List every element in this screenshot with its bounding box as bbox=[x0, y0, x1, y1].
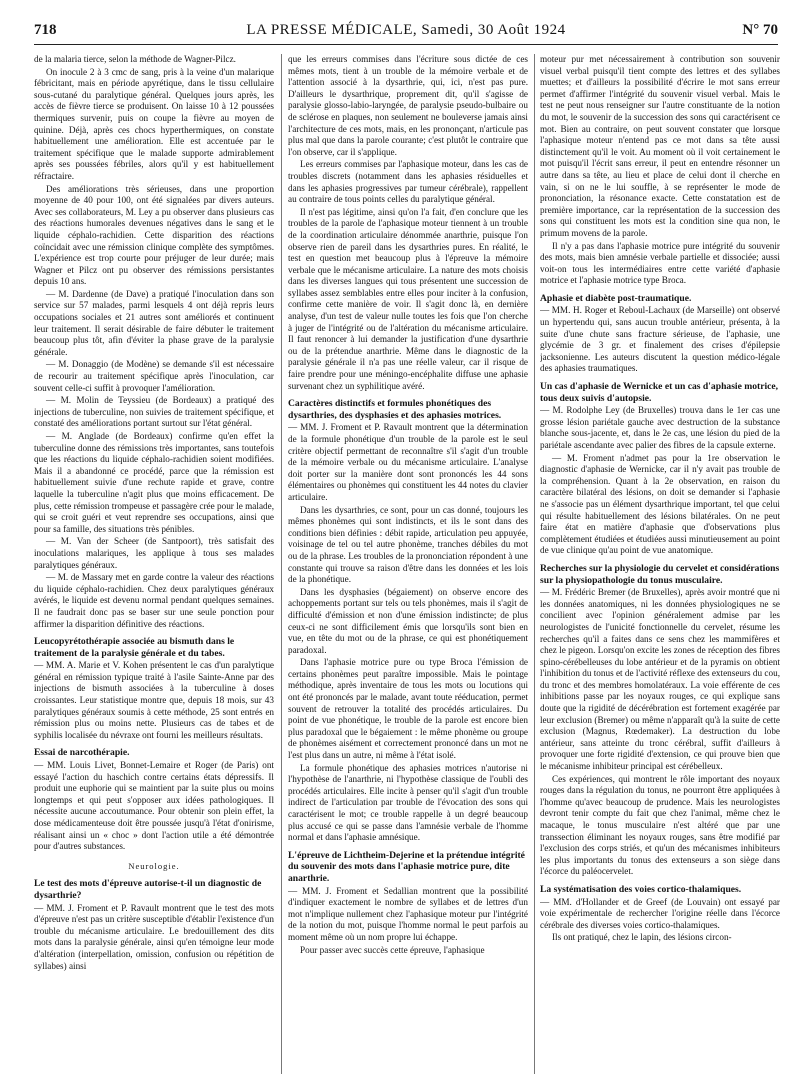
column-divider bbox=[281, 54, 282, 1074]
column-1 bbox=[34, 54, 274, 1074]
paragraph: Il n'y a pas dans l'aphasie motrice pure intégrité du souvenir des mots, mais bien amnésie verbale partielle et dissociée; aussi voit-on tous les intermédiaires entre cette variété d'aphasie motrice et l'aphasie motrice type Broca. bbox=[540, 240, 780, 286]
paragraph: — MM. J. Froment et P. Ravault montrent que le test des mots d'épreuve n'est pas un critère susceptible d'établir l'existence d'un trouble du mécanisme articulaire. Le bredouillement des dits mots dans la paralysie générale, ainsi qu'en témoigne leur mode d'altération (interpellation, omission, confusion ou répétition de syllabes) ainsi bbox=[34, 902, 274, 971]
page-number: 718 bbox=[34, 22, 57, 38]
page-header bbox=[34, 20, 778, 45]
column-3 bbox=[540, 54, 780, 1074]
section-heading: L'épreuve de Lichtheim-Dejerine et la prétendue intégrité du souvenir des mots dans l'aphasie motrice pure, dite anarthrie. bbox=[288, 849, 525, 884]
paragraph: — MM. d'Hollander et de Greef (de Louvain) ont essayé par voie expérimentale de rechercher l'origine réelle dans l'écorce cérébrale des diverses voies cortico-thalamiques. bbox=[540, 896, 780, 930]
paragraph: Ils ont pratiqué, chez le lapin, des lésions circon- bbox=[552, 932, 732, 943]
paragraph: de la malaria tierce, selon la méthode de Wagner-Pilcz. bbox=[34, 54, 236, 64]
paragraph: Les erreurs commises par l'aphasique moteur, dans les cas de troubles discrets (notamment dans les aphasies résiduelles et dans les aphasies progressives par tumeur cérébrale), rappellent au contraire de tous points celles du paralytique général. bbox=[288, 159, 528, 205]
paragraph: — M. Van der Scheer (de Santpoort), très satisfait des inoculations malariques, les applique à tous ses malades paralytiques généraux. bbox=[34, 536, 274, 570]
paragraph: — MM. Louis Livet, Bonnet-Lemaire et Roger (de Paris) ont essayé l'action du haschich contre certains états dépressifs. Il produit une euphorie qui se maintient par la suite plus ou moins longtemps et qui peut s'opposer aux idées pathologiques. Il nécessite aucune accoutumance. Pour obtenir son plein effet, la dose médicamenteuse doit être poussée jusqu'à l'état d'onirisme, réalisant ainsi un « choc » dont l'action utile a été démontrée pour d'autres substances. bbox=[34, 760, 274, 852]
journal-title: LA PRESSE MÉDICALE, Samedi, 30 Août 1924 bbox=[246, 22, 566, 38]
paragraph: — M. Anglade (de Bordeaux) confirme qu'en effet la tuberculine donne des rémissions très importantes, sans toutefois que les réactions du liquide céphalo-rachidien soient modifiées. Mais il a abandonné ce procédé, parce que la rémission est habituellement suivie d'une rechute rapide et grave, contre laquelle la tuberculine n'agit plus que moins efficacement. De plus, cette rémission trompeuse et passagère crée pour le malade, qui se croit guéri et veut reprendre ses occupations, ainsi que pour sa famille, des situations très pénibles. bbox=[34, 431, 274, 534]
paragraph: — M. Frédéric Bremer (de Bruxelles), après avoir montré que ni les données anatomiques, ni les données physiologiques ne se concilient avec l'opinion généralement admise par les neurologistes de l'unicité fonctionnelle du cervelet, résume les recherches qu'il a faites dans ce sens chez les mammifères et chez le pigeon. Lorsqu'on excite les zones de réception des fibres spino-cérébelleuses du lobe antérieur et de la pyramis on obtient l'inhibition du tonus et de l'activité réflexe des extenseurs du cou, du tronc et des membres homolatéraux. La voie efférente de ces inhibitions passe par les noyaux rouges, ce qui explique sans doute que la rigidité de décérébration est fortement exagérée par leur exclusion (Bremer) ou même n'apparaît qu'à la suite de cette exclusion (Magnus, Rœdemaker). La destruction du lobe antérieur, sans atteinte du tronc cérébral, suffit d'ailleurs à provoquer une forte rigidité d'extension, ce qui prouve bien que le mécanisme inhibiteur principal est cérébelleux. bbox=[540, 587, 780, 772]
rubric-title: Neurologie. bbox=[128, 860, 180, 871]
column-2 bbox=[288, 54, 528, 1074]
section-heading: Recherches sur la physiologie du cervelet et considérations sur la physiopathologie du tonus musculaire. bbox=[540, 562, 780, 586]
section-heading: Un cas d'aphasie de Wernicke et un cas d'aphasie motrice, tous deux suivis d'autopsie. bbox=[540, 381, 779, 404]
paragraph: — MM. J. Froment et Sedallian montrent que la possibilité d'indiquer exactement le nombre de syllabes et de lettres d'un mot n'implique nullement chez l'aphasique moteur pur l'intégrité de la notion du mot, puisque l'homme normal le peut parfois au moment même où un nom propre lui échappe. bbox=[288, 885, 528, 942]
section-heading: Le test des mots d'épreuve autorise-t-il un diagnostic de dysarthrie? bbox=[34, 878, 262, 901]
paragraph: Il n'est pas légitime, ainsi qu'on l'a fait, d'en conclure que les troubles de la parole de l'aphasique moteur tiennent à un trouble de la coordination articulaire dénommée anarthrie, puisque l'on observe rien de pareil dans les dysarthries pures. En réalité, le test en question met beaucoup plus à l'épreuve la mémoire verbale que le mécanisme articulaire. La nature des mots choisis dans les diverses langues qui tous présentent une succession de syllabes assez semblables entre elles pour inciter à la confusion, confirme cette manière de voir. Il s'agit donc là, en dernière analyse, d'un test de valeur nulle toutes les fois que l'on cherche à juger de l'intégrité ou de l'altération du mécanisme articulaire. Il faut renoncer à lui demander la justification d'une dysarthrie ou de la prétendue anarthrie. Même dans le diagnostic de la paralysie générale il n'a pas une réelle valeur, car il risque de faire prendre pour une méningo-encéphalite diffuse une aphasie survenant chez un syphilitique avéré. bbox=[288, 206, 528, 391]
section-heading: La systématisation des voies cortico-thalamiques. bbox=[540, 883, 742, 895]
paragraph: — M. Rodolphe Ley (de Bruxelles) trouva dans le 1er cas une grosse lésion pariétale gauche avec destruction de la substance blanche sous-jacente, et, dans le 2e cas, une lésion du pied de la pariétale ascendante avec palier des fibres de la capsule externe. bbox=[540, 405, 780, 450]
paragraph: Dans les dysphasies (bégaiement) on observe encore des achoppements portant sur tels ou tels phonèmes, mais il s'agit de difficulté d'émission et non d'une émission indistincte; de plus ceux-ci ne sont difficilement émis que lorsqu'ils sont bien en vue, en tête du mot ou de la phrase, ce qui est phonétiquement paradoxal. bbox=[288, 586, 528, 655]
section-heading: Leucopyrétothérapie associée au bismuth dans le traitement de la paralysie générale et du tabes. bbox=[34, 636, 235, 659]
section-heading: Essai de narcothérapie. bbox=[34, 747, 130, 759]
paragraph: Dans les dysarthries, ce sont, pour un cas donné, toujours les mêmes phonèmes qui sont indistincts, et ils le sont dans des conditions bien définies : débit rapide, articulation peu appuyée, voisinage de tel ou tel autre phonème, tranches débiles du mot ou de la phrase. Les troubles de la prononciation répondent à une constante qui trouve sa raison d'être dans les données et les lois de la phonétique. bbox=[288, 504, 528, 585]
paragraph: moteur pur met nécessairement à contribution son souvenir visuel verbal puisqu'il tient compte des lettres et des syllabes muettes; et d'ailleurs la possibilité d'écrire le mot sans erreur permet d'affirmer l'intégrité du souvenir visuel verbal. Mais le test ne peut nous renseigner sur l'autre constituante de la notion du mot, le souvenir de la succession des sons qui caractérisent ce mot. Bien au contraire, on peut souvent constater que lorsque l'aphasique moteur n'entend pas ce mot dans sa tête aussi distinctement qu'il le voit. Au moment où il voit certainement le mot puisqu'il l'écrit sans erreur, il peut en entendre résonner un autre dans sa tête, au lieu et place de celui dont il cherche en vain, si on ne le lui souffle, à se représenter le mode de prononciation, la résonance exacte. Cette constatation est de première importance, car la représentation de la succession des sons qui constituent les mots est la condition sine qua non, le primum movens de la parole. bbox=[540, 54, 780, 238]
paragraph: Pour passer avec succès cette épreuve, l'aphasique bbox=[300, 944, 485, 955]
paragraph: Dans l'aphasie motrice pure ou type Broca l'émission de certains phonèmes peut paraître impossible. Mais le pointage méthodique, après inventaire de tous les mots ou locutions qui ont été prononcés par le malade, avant toute rééducation, permet souvent de retrouver la totalité des procédés articulaires. Du point de vue phonétique, le trouble de la parole est encore bien plus paradoxal que le bégaiement : le même phonème ou groupe de phonèmes aisément et correctement prononcé dans un mot ne l'est plus dans un autre, ni même à l'état isolé. bbox=[288, 657, 528, 761]
section-heading: Caractères distinctifs et formules phonétiques des dysarthries, des dysphasies et des aphasies motrices. bbox=[288, 398, 502, 421]
paragraph: Des améliorations très sérieuses, dans une proportion moyenne de 40 pour 100, ont été signalées par divers auteurs. Avec ses collaborateurs, M. Ley a pu observer dans plusieurs cas des réactions humorales devenues négatives dans le sang et le liquide céphalo-rachidien. Cette disparition des réactions coïncidait avec une rémission clinique complète des symptômes. L'expérience est trop courte pour préjuger de leur durée; mais Wagner et Pilcz ont pu observer des rémissions persistantes depuis 10 ans. bbox=[34, 183, 274, 287]
paragraph: — MM. J. Froment et P. Ravault montrent que la détermination de la formule phonétique d'un trouble de la parole est le seul critère objectif permettant de reconnaître s'il s'agit d'un trouble de la mémoire verbale ou du mécanisme articulaire. L'analyse doit porter sur la manière dont sont prononcés les 44 sons élémentaires ou phonèmes qui constituent les 44 notes du clavier articulaire. bbox=[288, 422, 528, 502]
paragraph: — M. de Massary met en garde contre la valeur des réactions du liquide céphalo-rachidien. Chez deux paralytiques généraux avérés, le liquide est devenu normal pendant quelques semaines. Il ne faudrait donc pas se baser sur une seule ponction pour affirmer la disparition définitive des réactions. bbox=[34, 572, 274, 629]
paragraph: — M. Froment n'admet pas pour la 1re observation le diagnostic d'aphasie de Wernicke, car il n'y avait pas trouble de la compréhension. Quant à la 2e observation, en raison du caractère bilatéral des lésions, on doit se demander si l'aphasie ne s'associe pas un élément dysarthrique important, tel que celui qui résulte habituellement des lésions bilatérales. On ne peut faire état en matière d'aphasie que d'observations plus complètement étudiées et étudiées aussi minutieusement au point de vue clinique qu'au point de vue anatomique. bbox=[540, 452, 780, 556]
paragraph: que les erreurs commises dans l'écriture sous dictée de ces mêmes mots, tient à un trouble de la mémoire verbale et de l'attention associé à la dysarthrie, qui, ici, n'est pas pure. D'ailleurs le dysarthrique, proprement dit, qu'il s'agisse de paralysie glosso-labio-laryngée, de paralysie pseudo-bulbaire ou de sclérose en plaques, non seulement ne bouleverse jamais ainsi l'architecture de ces mots, mais, en les prononçant, n'articule pas plus mal que dans la parole courante; c'est plutôt le contraire que l'on observe, car il s'applique. bbox=[288, 54, 528, 157]
paragraph: — MM. H. Roger et Reboul-Lachaux (de Marseille) ont observé un hypertendu qui, sans aucun trouble antérieur, présenta, à la suite d'une chute sans fracture sérieuse, de l'aphasie, une glycémie de 3 gr. et finalement des crises d'épilepsie jacksonienne. Les auteurs discutent la question médico-légale des aphasies traumatiques. bbox=[540, 305, 780, 374]
paragraph: — MM. A. Marie et V. Kohen présentent le cas d'un paralytique général en rémission typique traité à l'asile Sainte-Anne par des injections de bismuth associées à la tuberculine à doses croissantes. Leur statistique montre que, depuis 18 mois, sur 43 paralytiques généraux soumis à cette méthode, 25 sont entrés en rémission plus ou moins nette. Plusieurs cas de tabes et de syphilis localisée du névraxe ont fourni les meilleurs résultats. bbox=[34, 660, 274, 740]
issue-number: N° 70 bbox=[742, 22, 778, 38]
paragraph: — M. Donaggio (de Modène) se demande s'il est nécessaire de recourir au traitement spécifique après l'inoculation, car souvent celle-ci suffit à provoquer l'amélioration. bbox=[34, 359, 274, 393]
paragraph: On inocule 2 à 3 cmc de sang, pris à la veine d'un malarique fébricitant, mais en période apyrétique, dans le tissu cellulaire sous-cutané du paralytique général. Quelques jours après, les accès de fièvre tierce se produisent. On laisse 10 à 12 poussées thermiques survenir, puis on coupe la fièvre au moyen de quinine. Déjà, après ces chocs hyperthermiques, on constate habituellement une amélioration. Elle est accentuée par le traitement spécifique que le malade supporte admirablement après ses poussées fébriles, alors qu'il y est habituellement réfractaire. bbox=[34, 66, 274, 181]
column-divider bbox=[534, 54, 535, 1074]
paragraph: Ces expériences, qui montrent le rôle important des noyaux rouges dans la régulation du tonus, ne pourront être appliquées à l'homme qu'avec beaucoup de prudence. Mais les neurologistes devront tenir compte du fait que chez l'animal, même chez le macaque, le tonus musculaire n'est altéré que par une transsection éliminant les noyaux rouges, sans être modifié par l'exclusion des corps striés, et qu'un des mécanismes inhibiteurs les plus importants du tonus des extenseurs a son siège dans l'écorce du paléocervelet. bbox=[540, 773, 780, 877]
paragraph: — M. Dardenne (de Dave) a pratiqué l'inoculation dans son service sur 57 malades, parmi lesquels 4 ont déjà repris leurs occupations sociales et 21 autres sont améliorés et continuent leur traitement. Il serait désirable de faire débuter le traitement beaucoup plus tôt, afin d'éviter la phase grave de la paralysie générale. bbox=[34, 288, 274, 357]
paragraph: La formule phonétique des aphasies motrices n'autorise ni l'hypothèse de l'anarthrie, ni l'hypothèse classique de l'oubli des procédés articulaires. Elle incite à penser qu'il s'agit d'un trouble indirect de l'articulation par trouble de l'évocation des sons qui caractérisent le mot; ce trouble rappelle à un degré beaucoup plus accusé ce qui se passe dans l'amnésie verbale de l'homme normal et dans l'aphasie amnésique. bbox=[288, 762, 528, 843]
section-heading: Aphasie et diabète post-traumatique. bbox=[540, 292, 692, 304]
paragraph: — M. Molin de Teyssieu (de Bordeaux) a pratiqué des injections de tuberculine, non suivies de traitement spécifique, et constaté des améliorations portant surtout sur l'état général. bbox=[34, 395, 274, 429]
